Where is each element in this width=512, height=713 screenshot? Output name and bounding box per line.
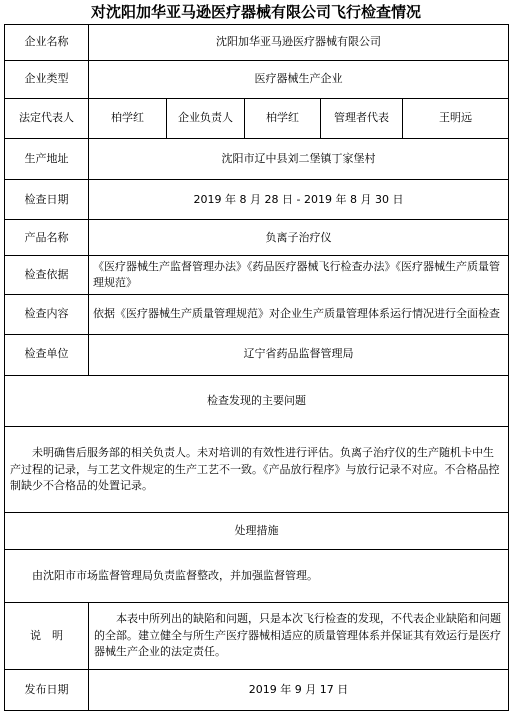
legal-rep-label: 法定代表人 xyxy=(5,99,89,139)
row-problems-text xyxy=(5,427,509,513)
page-title: 对沈阳加华亚马逊医疗器械有限公司飞行检查情况 xyxy=(90,3,421,21)
problems-text: 未明确售后服务部的相关负责人。未对培训的有效性进行评估。负离子治疗仪的生产随机卡中生产过程的记录，与工艺文件规定的生产工艺不一致。《产品放行程序》与放行记录不对应。不合格品控制缺少不合格品的处置记录。 xyxy=(5,427,509,513)
type-label: 企业类型 xyxy=(5,60,89,98)
manager-rep-value: 王明远 xyxy=(403,99,509,139)
basis-value: 《医疗器械生产监督管理办法》《药品医疗器械飞行检查办法》《医疗器械生产质量管理规范》 xyxy=(89,256,509,295)
note-label: 说 明 xyxy=(5,602,89,669)
manager-rep-label: 管理者代表 xyxy=(321,99,403,139)
company-label: 企业名称 xyxy=(5,25,89,61)
note-value: 本表中所列出的缺陷和问题，只是本次飞行检查的发现，不代表企业缺陷和问题的全部。建立健全与所生产医疗器械相适应的质量管理体系并保证其有效运行是医疗器械生产企业的法定责任。 xyxy=(89,602,509,669)
inspection-table xyxy=(4,24,509,711)
content-value: 依据《医疗器械生产质量管理规范》对企业生产质量管理体系运行情况进行全面检查 xyxy=(89,295,509,334)
row-type xyxy=(5,60,509,98)
basis-label: 检查依据 xyxy=(5,256,89,295)
row-address xyxy=(5,139,509,180)
unit-value: 辽宁省药品监督管理局 xyxy=(89,334,509,375)
product-value: 负离子治疗仪 xyxy=(89,220,509,256)
legal-rep-value: 柏学红 xyxy=(89,99,167,139)
measures-heading: 处理措施 xyxy=(5,513,509,550)
product-label: 产品名称 xyxy=(5,220,89,256)
content-label: 检查内容 xyxy=(5,295,89,334)
company-head-value: 柏学红 xyxy=(245,99,321,139)
row-people xyxy=(5,99,509,139)
address-label: 生产地址 xyxy=(5,139,89,180)
type-value: 医疗器械生产企业 xyxy=(89,60,509,98)
problems-heading: 检查发现的主要问题 xyxy=(5,375,509,426)
row-date xyxy=(5,180,509,220)
row-measures-heading xyxy=(5,513,509,550)
row-problems-heading xyxy=(5,375,509,426)
unit-label: 检查单位 xyxy=(5,334,89,375)
address-value: 沈阳市辽中县刘二堡镇丁家堡村 xyxy=(89,139,509,180)
row-content xyxy=(5,295,509,334)
company-head-label: 企业负责人 xyxy=(167,99,245,139)
row-note xyxy=(5,602,509,669)
row-unit xyxy=(5,334,509,375)
row-release xyxy=(5,669,509,710)
measures-text: 由沈阳市市场监督管理局负责监督整改，并加强监督管理。 xyxy=(5,550,509,602)
row-basis xyxy=(5,256,509,295)
date-value: 2019 年 8 月 28 日 - 2019 年 8 月 30 日 xyxy=(89,180,509,220)
company-value: 沈阳加华亚马逊医疗器械有限公司 xyxy=(89,25,509,61)
row-measures-text xyxy=(5,550,509,602)
release-label: 发布日期 xyxy=(5,669,89,710)
row-company xyxy=(5,25,509,61)
release-value: 2019 年 9 月 17 日 xyxy=(89,669,509,710)
row-product xyxy=(5,220,509,256)
date-label: 检查日期 xyxy=(5,180,89,220)
